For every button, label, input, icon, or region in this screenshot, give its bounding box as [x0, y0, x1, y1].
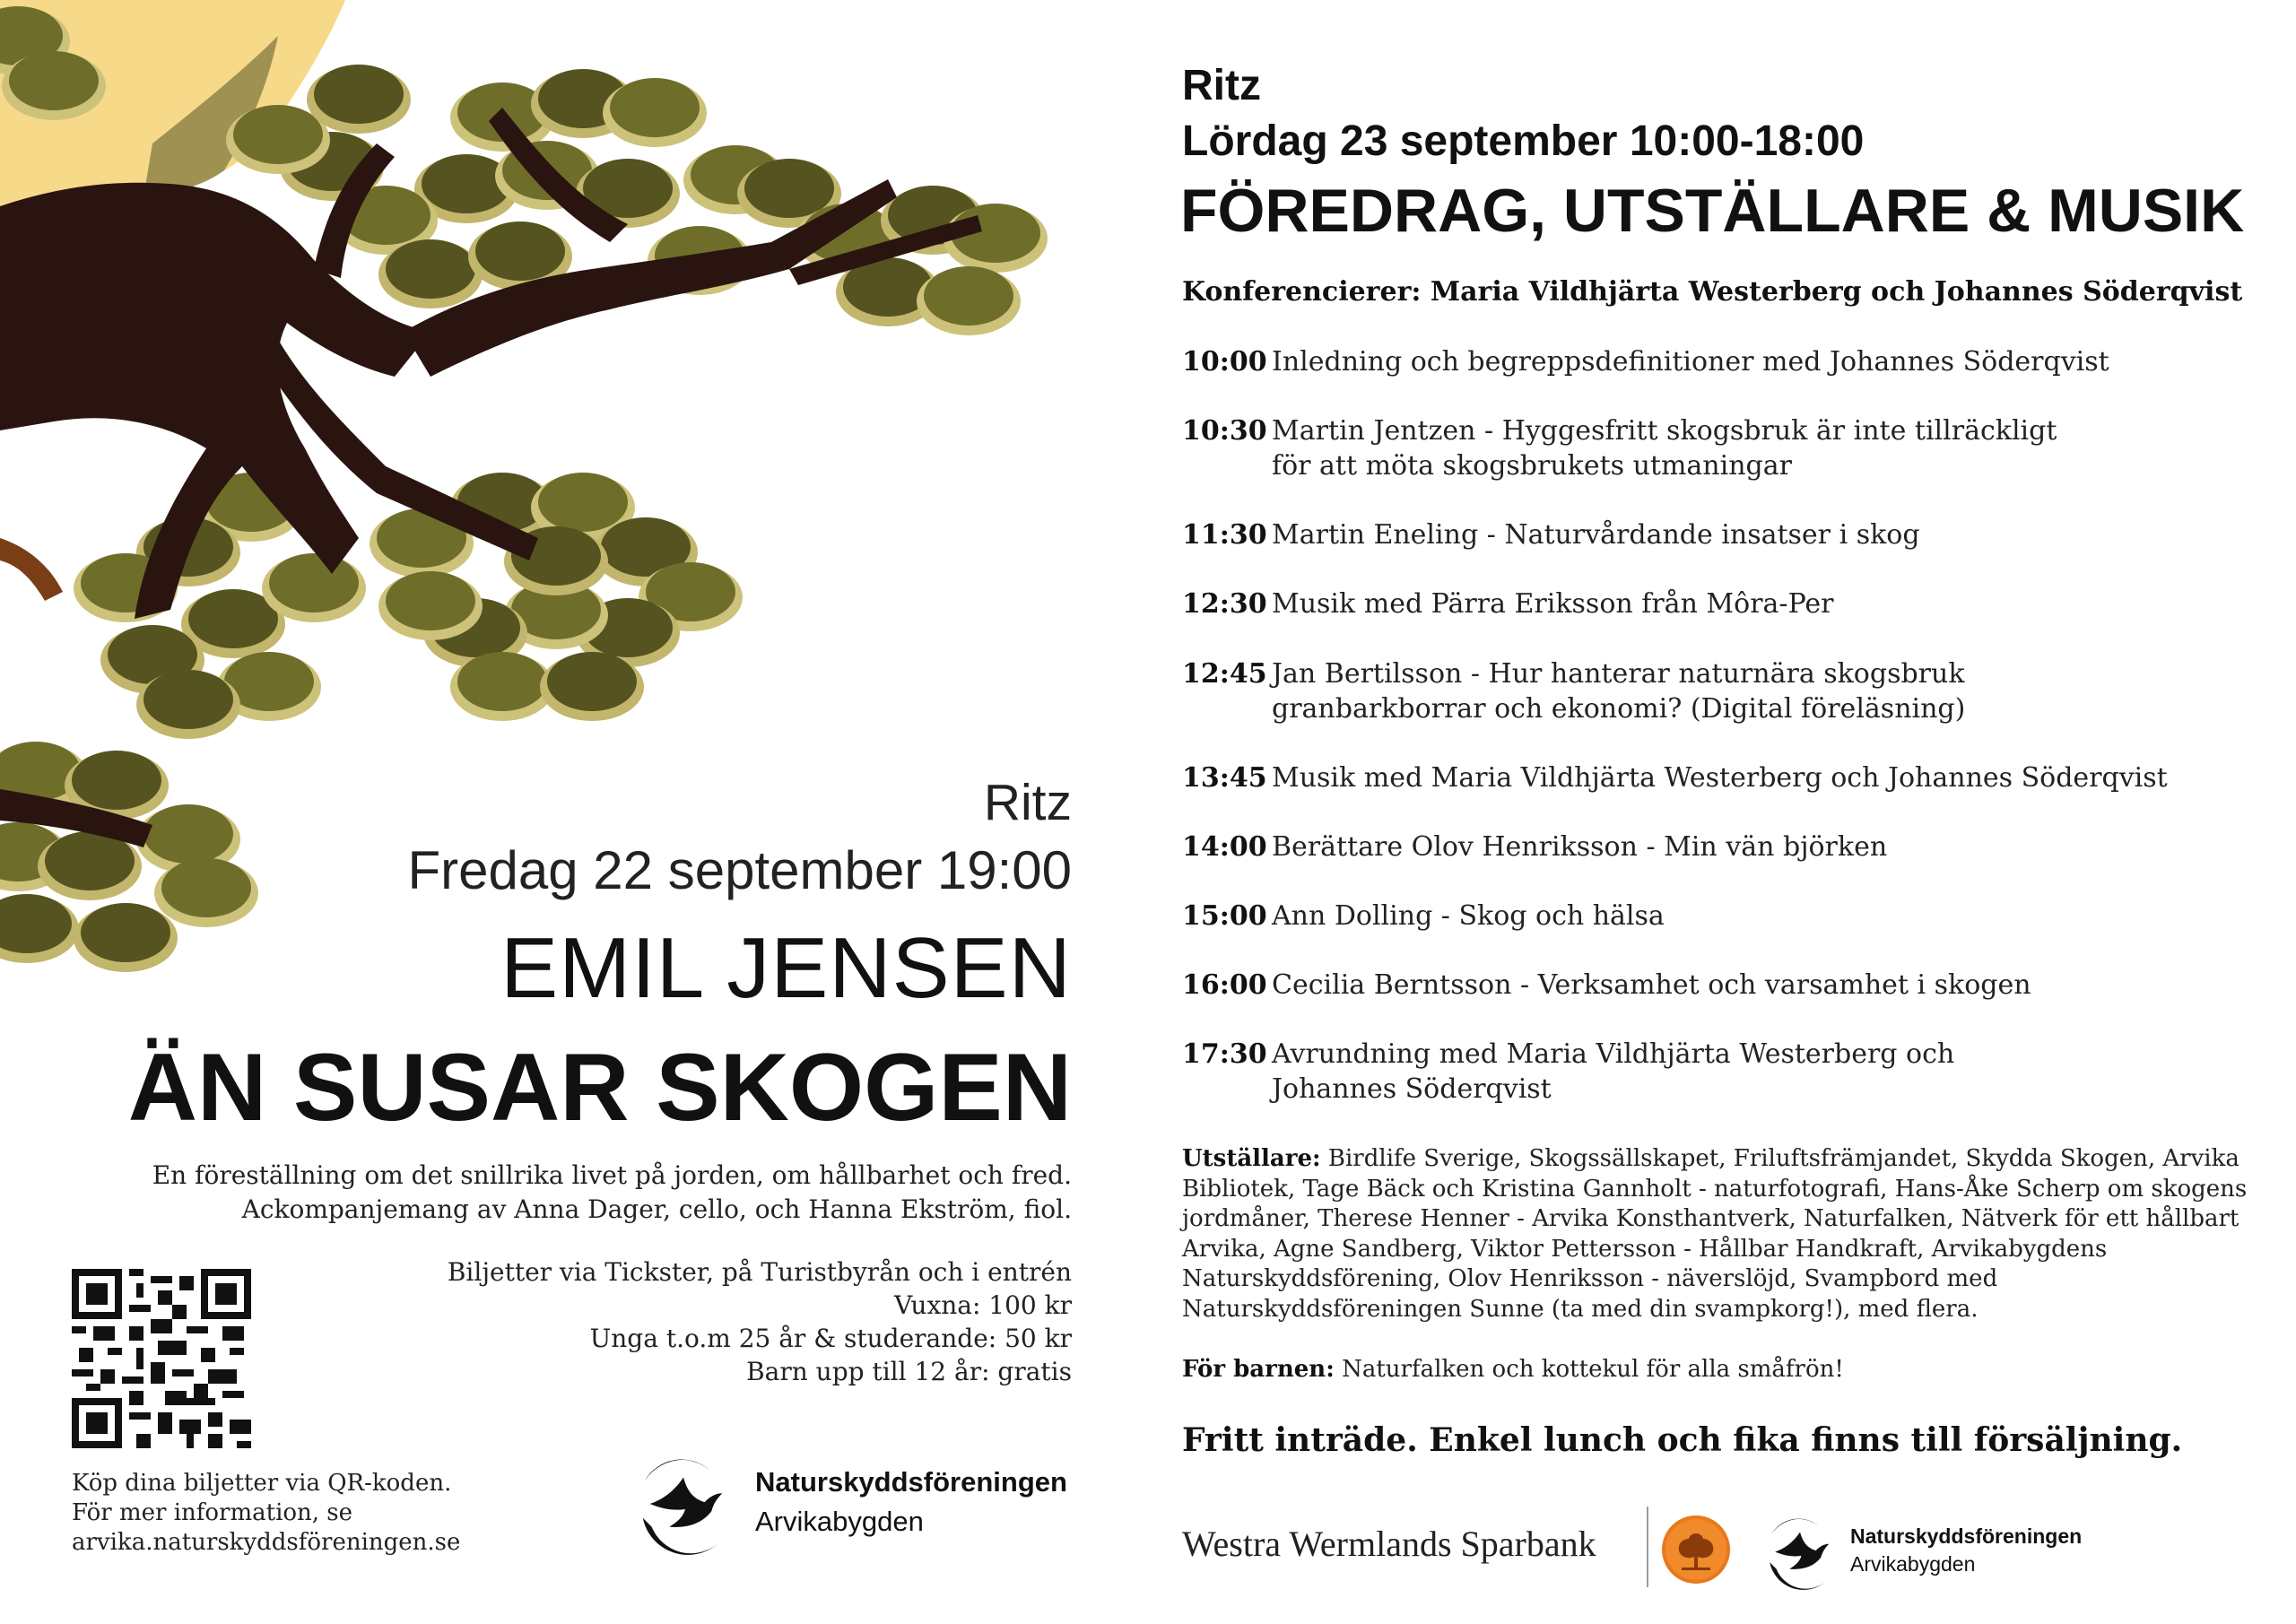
exhibitors-label: Utställare: — [1182, 1145, 1321, 1172]
schedule-item — [1182, 344, 2258, 379]
schedule-time: 15:00 — [1182, 900, 1267, 932]
friday-date: Fredag 22 september 19:00 — [407, 840, 1072, 900]
organisation-name — [755, 1466, 1067, 1538]
organisation-name-footer — [1850, 1524, 2082, 1576]
schedule-text: Musik med Pärra Eriksson från Môra-Per — [1272, 588, 1834, 620]
sponsor-name: Westra Wermlands Sparbank — [1182, 1524, 1596, 1564]
sparbank-tree-logo-icon — [1660, 1514, 1732, 1585]
kids-paragraph — [1182, 1356, 1844, 1383]
ticket-line: Vuxna: 100 kr — [893, 1290, 1072, 1320]
hosts-line: Konferencierer: Maria Vildhjärta Westerberg och Johannes Söderqvist — [1182, 276, 2243, 308]
schedule-item — [1182, 586, 2258, 621]
schedule-item — [1182, 829, 2258, 864]
friday-venue: Ritz — [983, 774, 1072, 831]
schedule-item — [1182, 517, 2258, 552]
show-description — [0, 1159, 1072, 1227]
org-name: Naturskyddsföreningen — [755, 1466, 1067, 1498]
tree-branch-illustration — [0, 0, 1121, 986]
exhibitors-text: Birdlife Sverige, Skogssällskapet, Friluftsfrämjandet, Skydda Skogen, Arvika Bibliotek, Tage Bäck och Kristina Gannholt - naturfotografi, Hans-Åke Scherp om skogens jordmåner, Therese Henner - Arvika Konsthantverk, Naturfalken, Nätverk för ett hållbart Arvika, Agne Sandberg, Viktor Pettersson - Hållbar Handkraft, Arvikabygdens Naturskyddsförening, Olov Henriksson - näverslöjd, Svampbord med Naturskyddsföreningen Sunne (ta med din svampkorg!), med flera. — [1182, 1145, 2248, 1323]
schedule-item — [1182, 899, 2258, 934]
show-title: ÄN SUSAR SKOGEN — [127, 1033, 1072, 1141]
schedule-time: 10:30 — [1182, 415, 1267, 447]
schedule-text: Inledning och begreppsdefinitioner med Johannes Söderqvist — [1272, 346, 2109, 378]
sponsor-divider — [1647, 1507, 1648, 1587]
schedule-time: 16:00 — [1182, 969, 1267, 1001]
schedule-text: Musik med Maria Vildhjärta Westerberg och Johannes Söderqvist — [1272, 762, 2168, 794]
org-branch: Arvikabygden — [755, 1506, 924, 1537]
website-link[interactable]: arvika.naturskyddsföreningen.se — [72, 1529, 461, 1556]
kids-label: För barnen: — [1182, 1356, 1335, 1383]
schedule-time: 12:30 — [1182, 588, 1267, 620]
schedule-item — [1182, 968, 2258, 1003]
free-entry-note: Fritt inträde. Enkel lunch och fika finns till försäljning. — [1182, 1421, 2183, 1459]
naturskyddsforeningen-bird-logo-icon — [631, 1453, 736, 1559]
kids-text: Naturfalken och kottekul för alla småfrön! — [1334, 1356, 1844, 1383]
schedule-text: Berättare Olov Henriksson - Min vän björken — [1272, 831, 1888, 863]
qr-line: För mer information, se — [72, 1499, 353, 1526]
naturskyddsforeningen-bird-logo-icon — [1761, 1514, 1839, 1593]
ticket-info — [265, 1255, 1072, 1388]
exhibitors-paragraph — [1182, 1144, 2278, 1324]
schedule-time: 14:00 — [1182, 831, 1267, 863]
ticket-line: Barn upp till 12 år: gratis — [746, 1357, 1072, 1386]
schedule-text: Martin Jentzen - Hyggesfritt skogsbruk är inte tillräckligt för att möta skogsbrukets utmaningar — [1272, 415, 2057, 482]
schedule-time: 17:30 — [1182, 1038, 1267, 1070]
qr-code-icon[interactable] — [72, 1269, 251, 1448]
schedule-time: 12:45 — [1182, 658, 1267, 690]
schedule-time: 10:00 — [1182, 346, 1267, 378]
qr-instructions — [72, 1469, 460, 1558]
schedule-item — [1182, 760, 2258, 795]
saturday-venue: Ritz — [1182, 62, 1261, 109]
schedule-item — [1182, 656, 2258, 726]
schedule-text: Ann Dolling - Skog och hälsa — [1272, 900, 1665, 932]
schedule-text: Martin Eneling - Naturvårdande insatser i skog — [1272, 519, 1920, 551]
ticket-line: Biljetter via Tickster, på Turistbyrån och i entrén — [447, 1257, 1072, 1287]
artist-name: EMIL JENSEN — [500, 920, 1072, 1016]
org-name: Naturskyddsföreningen — [1850, 1524, 2083, 1548]
schedule-time: 13:45 — [1182, 762, 1267, 794]
schedule-time: 11:30 — [1182, 519, 1267, 551]
saturday-date: Lördag 23 september 10:00-18:00 — [1182, 117, 1865, 165]
ticket-line: Unga t.o.m 25 år & studerande: 50 kr — [589, 1324, 1072, 1353]
schedule-text: Avrundning med Maria Vildhjärta Westerberg och Johannes Söderqvist — [1272, 1038, 1955, 1105]
qr-line: Köp dina biljetter via QR-koden. — [72, 1470, 452, 1497]
schedule-item — [1182, 413, 2258, 483]
description-line: Ackompanjemang av Anna Dager, cello, och Hanna Ekström, fiol. — [241, 1194, 1072, 1224]
schedule-text: Cecilia Berntsson - Verksamhet och varsamhet i skogen — [1272, 969, 2031, 1001]
org-branch: Arvikabygden — [1850, 1552, 1976, 1576]
schedule-text: Jan Bertilsson - Hur hanterar naturnära skogsbruk granbarkborrar och ekonomi? (Digital föreläsning) — [1272, 658, 1966, 725]
saturday-title: FÖREDRAG, UTSTÄLLARE & MUSIK — [1180, 177, 2245, 245]
description-line: En föreställning om det snillrika livet på jorden, om hållbarhet och fred. — [152, 1160, 1072, 1190]
schedule-item — [1182, 1037, 2258, 1107]
